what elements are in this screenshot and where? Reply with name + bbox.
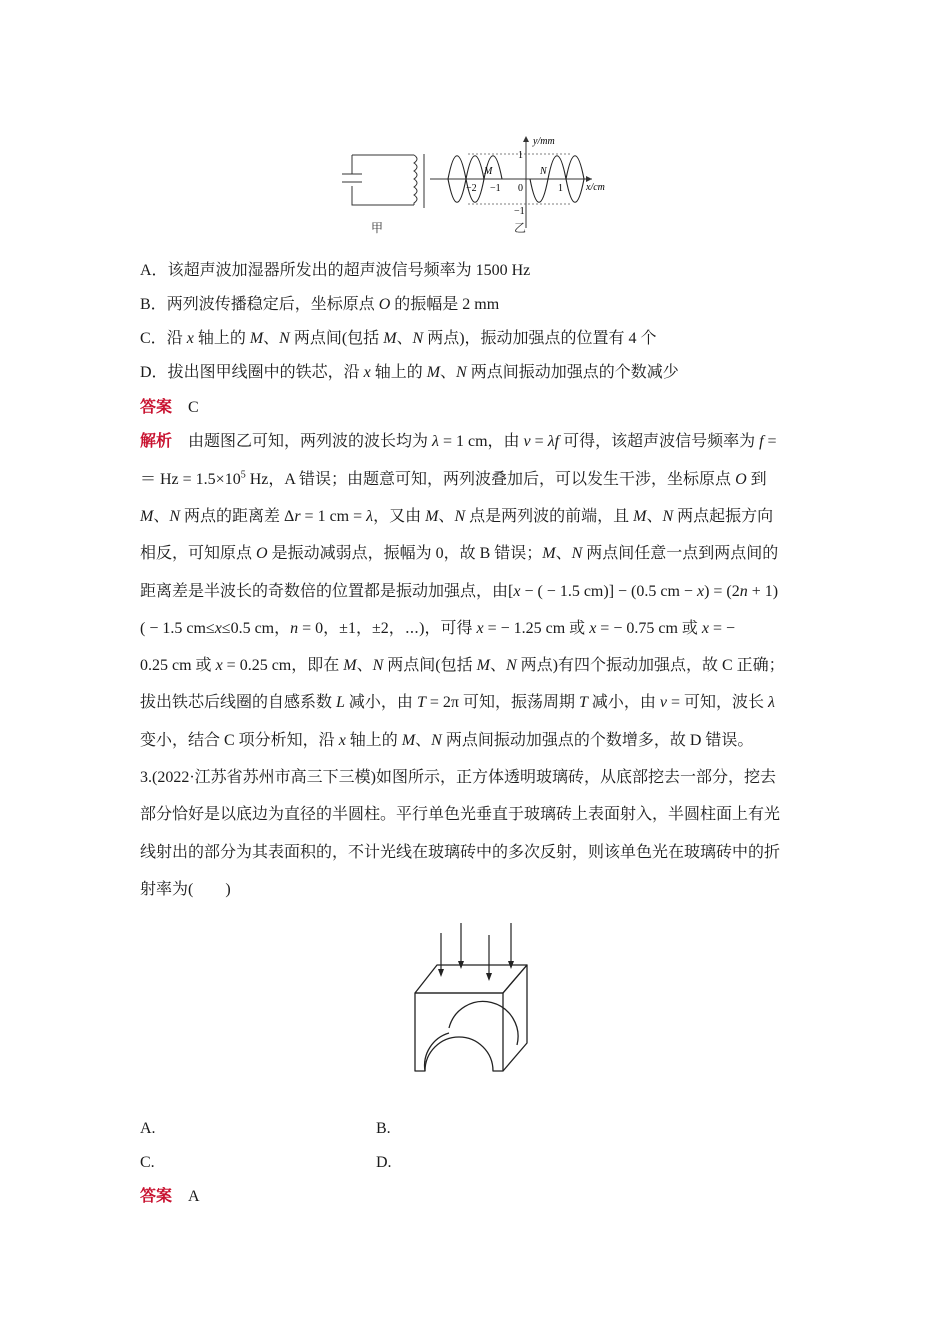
tick-x-0: 0 [518,183,523,194]
option-b: B．两列波传播稳定后，坐标原点 O 的振幅是 2 mm [140,296,500,313]
analysis-line-6: ( − 1.5 cm≤x≤0.5 cm，n = 0，±1，±2，⋯)，可得 x = − 1.25 cm 或 x = − 0.75 cm 或 x = − [140,620,736,637]
answer-q3: 答案 A [140,1188,200,1205]
y-axis-label: y/mm [533,136,555,147]
analysis-line-3: M、N 两点的距离差 Δr = 1 cm = λ，又由 M、N 点是两列波的前端，且 M、N 两点起振方向 [140,508,774,525]
tick-x-neg1: −1 [490,183,501,194]
analysis-line-7: 0.25 cm 或 x = 0.25 cm，即在 M、N 两点间(包括 M、N 两点)有四个振动加强点，故 C 正确； [140,657,785,674]
point-n-label: N [540,166,547,177]
analysis-line-5: 距离差是半波长的奇数倍的位置都是振动加强点，由[x − ( − 1.5 cm)] − (0.5 cm − x) = (2n + 1) [140,583,779,600]
analysis-line-2: ＝ $Hz = 1.5\times 10^5$ Hz，A 错误；由题意可知，两列波叠加后，可以发生干涉，坐标原点 O 到 [140,469,767,488]
analysis-label: 解析 [140,433,173,450]
q3-option-c: C. [140,1154,155,1171]
figure-glass-cube [405,915,555,1080]
option-c: C．沿 x 轴上的 M、N 两点间(包括 M、N 两点)，振动加强点的位置有 4 个 [140,330,657,347]
analysis-line-9: 变小，结合 C 项分析知，沿 x 轴上的 M、N 两点间振动加强点的个数增多，故 D 错误。 [140,732,754,749]
wave-graph [430,136,605,228]
option-a: A．该超声波加湿器所发出的超声波信号频率为 1500 Hz [140,262,531,279]
question3-line-2: 部分恰好是以底边为直径的半圆柱。平行单色光垂直于玻璃砖上表面射入，半圆柱面上有光 [140,806,781,823]
answer-label: 答案 [140,399,173,416]
question3-line-1: 3.(2022·江苏省苏州市高三下三模)如图所示，正方体透明玻璃砖，从底部挖去一部分，挖去 [140,769,776,786]
q3-option-b: B. [376,1120,391,1137]
answer-label: 答案 [140,1188,173,1205]
point-m-label: M [484,166,493,177]
figure-label-right: 乙 [514,221,527,235]
tick-x-neg2: −2 [466,183,477,194]
option-d: D．拔出图甲线圈中的铁芯，沿 x 轴上的 M、N 两点间振动加强点的个数减少 [140,364,679,381]
q3-option-a: A. [140,1120,156,1137]
tick-y-bottom: −1 [514,206,525,217]
analysis-line-1: 解析 由题图乙可知，两列波的波长均为 λ = 1 cm，由 v = λf 可得，该超声波信号频率为 f = [140,433,777,450]
tick-y-top: 1 [518,150,523,161]
lc-circuit-diagram [342,154,424,208]
question3-line-4: 射率为( ) [140,881,231,898]
analysis-line-4: 相反，可知原点 O 是振动减弱点，振幅为 0，故 B 错误；M、N 两点间任意一点到两点间的 [140,545,779,562]
q3-option-d: D. [376,1154,392,1171]
x-axis-label: x/cm [586,182,605,193]
analysis-line-8: 拔出铁芯后线圈的自感系数 L 减小，由 T = 2π 可知，振荡周期 T 减小，由 v = 可知，波长 λ [140,694,775,711]
question3-line-3: 线射出的部分为其表面积的，不计光线在玻璃砖中的多次反射，则该单色光在玻璃砖中的折 [140,844,781,861]
answer-q2: 答案 C [140,399,199,416]
tick-x-1: 1 [558,183,563,194]
figure-label-left: 甲 [371,221,384,235]
